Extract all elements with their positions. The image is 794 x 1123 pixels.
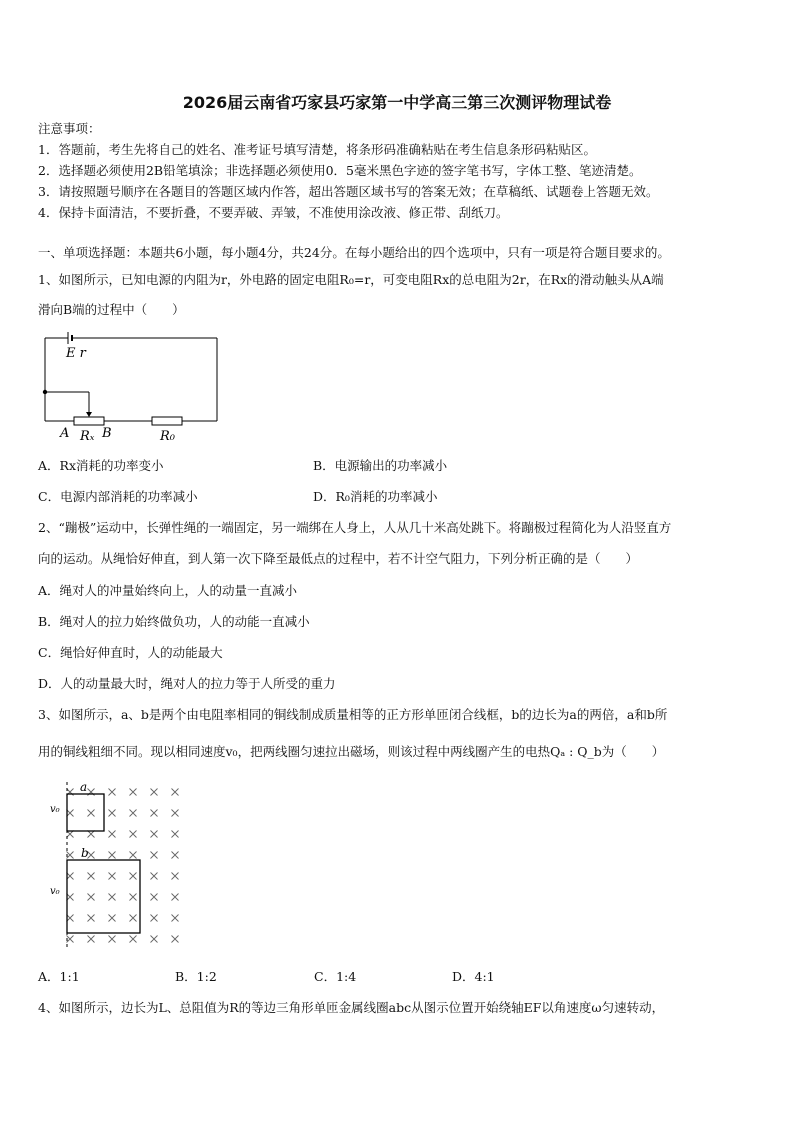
q3-option-a: A．1:1 xyxy=(38,969,80,984)
q2-stem-line2: 向的运动。从绳恰好伸直，到人第一次下降至最低点的过程中，若不计空气阻力，下列分析正确的是（ ） xyxy=(38,551,639,566)
label-a: A xyxy=(60,426,70,441)
field-x-mark xyxy=(151,915,158,922)
q1-option-b: B．电源输出的功率减小 xyxy=(313,458,448,473)
field-x-mark xyxy=(109,810,116,817)
slider-arrow xyxy=(86,412,92,417)
coil-b xyxy=(67,860,140,933)
field-x-mark xyxy=(151,852,158,859)
field-x-mark xyxy=(130,852,137,859)
notice-item-3: 3．请按照题号顺序在各题目的答题区域内作答，超出答题区域书写的答案无效；在草稿纸、试题卷上答题无效。 xyxy=(38,184,659,199)
label-coil-b: b xyxy=(81,846,89,860)
field-x-mark xyxy=(88,873,95,880)
field-x-mark xyxy=(109,789,116,796)
field-x-mark xyxy=(109,873,116,880)
field-x-mark xyxy=(130,810,137,817)
field-x-mark xyxy=(151,873,158,880)
field-x-mark xyxy=(151,789,158,796)
field-x-mark xyxy=(88,894,95,901)
field-x-mark xyxy=(88,810,95,817)
label-rx: Rₓ xyxy=(80,429,95,444)
field-x-mark xyxy=(67,852,74,859)
notice-heading: 注意事项： xyxy=(38,121,101,136)
q1-option-a: A．Rx消耗的功率变小 xyxy=(38,458,164,473)
junction-dot xyxy=(43,390,47,394)
field-x-mark xyxy=(130,873,137,880)
field-x-mark xyxy=(109,936,116,943)
field-x-mark xyxy=(172,831,179,838)
field-x-mark xyxy=(130,831,137,838)
q3-option-b: B．1:2 xyxy=(175,969,217,984)
field-x-mark xyxy=(109,852,116,859)
notice-item-4: 4．保持卡面清洁，不要折叠，不要弄破、弄皱，不准使用涂改液、修正带、刮纸刀。 xyxy=(38,205,509,220)
q1-stem-line1: 1、如图所示，已知电源的内阻为r，外电路的固定电阻R₀=r，可变电阻Rx的总电阻为2r，在Rx的滑动触头从A端 xyxy=(38,272,664,287)
field-x-mark xyxy=(109,831,116,838)
q2-stem-line1: 2、“蹦极”运动中，长弹性绳的一端固定，另一端绑在人身上，人从几十米高处跳下。将蹦极过程简化为人沿竖直方 xyxy=(38,520,672,535)
field-x-mark xyxy=(172,894,179,901)
field-x-mark xyxy=(67,936,74,943)
q3-option-c: C．1:4 xyxy=(314,969,357,984)
q2-option-d: D．人的动量最大时，绳对人的拉力等于人所受的重力 xyxy=(38,676,336,691)
q3-magnetic-field-diagram xyxy=(38,778,198,953)
field-x-mark xyxy=(109,894,116,901)
field-x-mark xyxy=(130,894,137,901)
coil-a xyxy=(67,794,104,831)
q2-option-c: C．绳恰好伸直时，人的动能最大 xyxy=(38,645,223,660)
field-x-mark xyxy=(172,852,179,859)
notice-item-2: 2．选择题必须使用2B铅笔填涂；非选择题必须使用0．5毫米黑色字迹的签字笔书写，字体工整、笔迹清楚。 xyxy=(38,163,642,178)
field-x-mark xyxy=(109,915,116,922)
q3-stem-line2: 用的铜线粗细不同。现以相同速度v₀，把两线圈匀速拉出磁场，则该过程中两线圈产生的电热Qₐ : Q_b为（ ） xyxy=(38,744,665,759)
field-x-mark xyxy=(151,936,158,943)
q1-option-d: D．R₀消耗的功率减小 xyxy=(313,489,438,504)
field-x-mark xyxy=(130,936,137,943)
notice-item-1: 1．答题前，考生先将自己的姓名、准考证号填写清楚，将条形码准确粘贴在考生信息条形码粘贴区。 xyxy=(38,142,596,157)
section-heading: 一、单项选择题：本题共6小题，每小题4分，共24分。在每小题给出的四个选项中，只有一项是符合题目要求的。 xyxy=(38,245,670,260)
q4-stem-line1: 4、如图所示，边长为L、总阻值为R的等边三角形单匝金属线圈abc从图示位置开始绕轴EF以角速度ω匀速转动， xyxy=(38,1000,665,1015)
field-x-mark xyxy=(88,936,95,943)
field-x-mark xyxy=(151,831,158,838)
label-v0-b: v₀ xyxy=(50,886,60,897)
label-er: E r xyxy=(66,346,86,361)
page-title: 2026届云南省巧家县巧家第一中学高三第三次测评物理试卷 xyxy=(182,93,612,112)
q3-stem-line1: 3、如图所示，a、b是两个由电阻率相同的铜线制成质量相等的正方形单匝闭合线框，b的边长为a的两倍，a和b所 xyxy=(38,707,668,722)
label-v0-a: v₀ xyxy=(50,804,60,815)
q1-option-c: C．电源内部消耗的功率减小 xyxy=(38,489,198,504)
field-x-mark xyxy=(88,915,95,922)
label-b: B xyxy=(102,426,112,441)
label-coil-a: a xyxy=(80,780,88,794)
q2-option-b: B．绳对人的拉力始终做负功，人的动能一直减小 xyxy=(38,614,310,629)
field-x-mark xyxy=(172,810,179,817)
field-x-mark xyxy=(130,915,137,922)
label-r0: R₀ xyxy=(160,429,175,444)
q1-circuit-diagram xyxy=(38,330,228,445)
q2-option-a: A．绳对人的冲量始终向上，人的动量一直减小 xyxy=(38,583,298,598)
field-x-mark xyxy=(172,873,179,880)
field-x-mark xyxy=(130,789,137,796)
rx-resistor xyxy=(74,417,104,425)
q1-stem-line2: 滑向B端的过程中（ ） xyxy=(38,302,185,317)
field-x-mark xyxy=(172,936,179,943)
q3-option-d: D．4:1 xyxy=(452,969,495,984)
r0-resistor xyxy=(152,417,182,425)
field-x-mark xyxy=(172,789,179,796)
field-x-mark xyxy=(151,810,158,817)
field-x-mark xyxy=(151,894,158,901)
field-x-mark xyxy=(172,915,179,922)
